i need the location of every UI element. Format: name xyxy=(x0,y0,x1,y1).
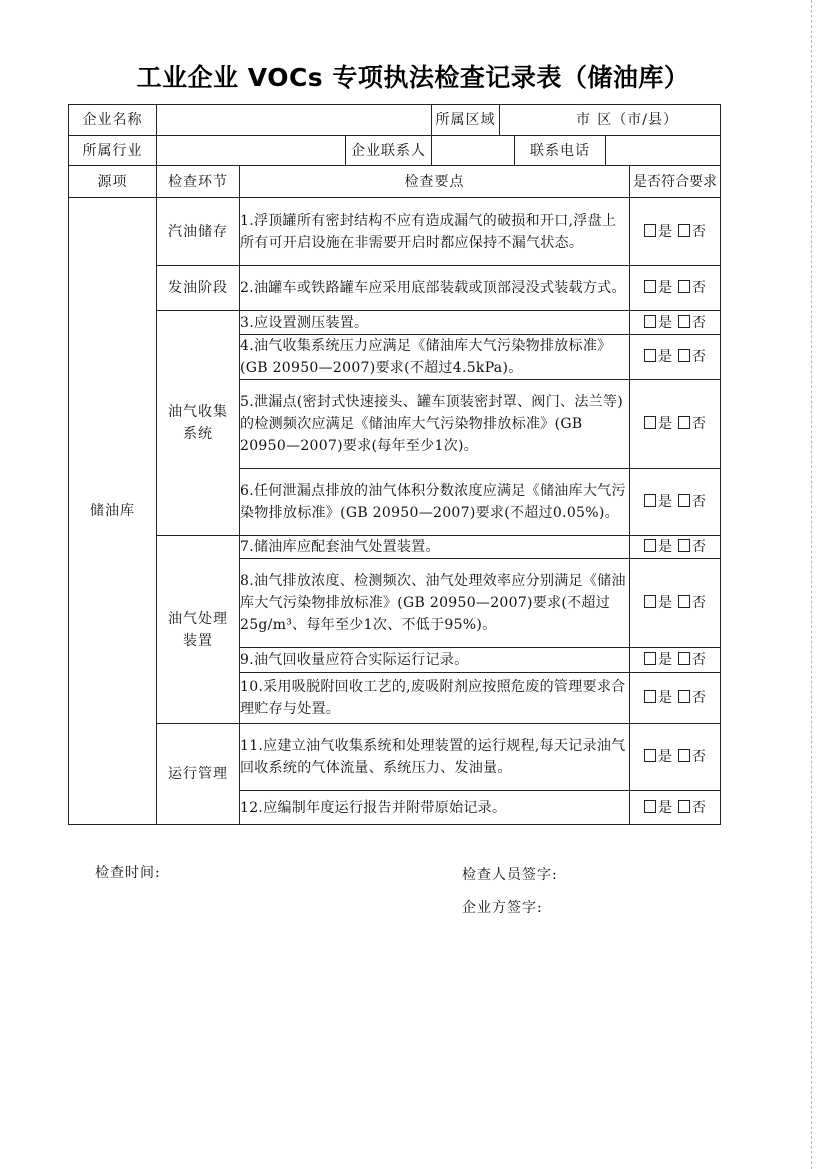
phone-field[interactable] xyxy=(606,136,721,166)
scan-edge-divider xyxy=(811,0,812,1169)
requirement-text: 9.油气回收量应符合实际运行记录。 xyxy=(240,648,630,673)
requirement-text: 4.油气收集系统压力应满足《储油库大气污染物排放标准》(GB 20950—2007)要求(不超过4.5kPa)。 xyxy=(240,335,630,380)
no-option[interactable]: 否 xyxy=(678,312,706,334)
stage-operation: 运行管理 xyxy=(157,724,240,825)
stage-vapor-collection: 油气收集系统 xyxy=(157,311,240,536)
yes-option[interactable]: 是 xyxy=(644,649,672,671)
checkbox-icon[interactable] xyxy=(644,690,656,703)
form-title: 工业企业 VOCs 专项执法检查记录表（储油库） xyxy=(136,63,690,92)
checkbox-icon[interactable] xyxy=(644,800,656,813)
table-row xyxy=(69,311,721,335)
yes-option[interactable]: 是 xyxy=(644,797,672,819)
industry-field[interactable] xyxy=(157,136,346,166)
region-label: 所属区域 xyxy=(432,105,500,136)
table-row xyxy=(69,198,721,266)
col-compliance: 是否符合要求 xyxy=(630,166,721,198)
requirement-text: 2.油罐车或铁路罐车应采用底部装载或顶部浸没式装载方式。 xyxy=(240,266,630,311)
checkbox-icon[interactable] xyxy=(678,749,690,762)
stage-vapor-treatment: 油气处理装置 xyxy=(157,536,240,724)
no-option[interactable]: 否 xyxy=(678,797,706,819)
checkbox-icon[interactable] xyxy=(644,280,656,293)
compliance-check xyxy=(630,469,721,536)
col-stage: 检查环节 xyxy=(157,166,240,198)
header-row-industry xyxy=(69,136,721,166)
company-name-field[interactable] xyxy=(157,105,432,136)
checkbox-icon[interactable] xyxy=(678,652,690,665)
no-option[interactable]: 否 xyxy=(678,277,706,299)
industry-label: 所属行业 xyxy=(69,136,157,166)
yes-option[interactable]: 是 xyxy=(644,413,672,435)
compliance-check xyxy=(630,311,721,335)
yes-option[interactable]: 是 xyxy=(644,491,672,513)
no-option[interactable]: 否 xyxy=(678,346,706,368)
company-name-label: 企业名称 xyxy=(69,105,157,136)
no-option[interactable]: 否 xyxy=(678,221,706,243)
checkbox-icon[interactable] xyxy=(644,224,656,237)
checkbox-icon[interactable] xyxy=(644,749,656,762)
checkbox-icon[interactable] xyxy=(644,349,656,362)
table-row xyxy=(69,724,721,791)
checkbox-icon[interactable] xyxy=(644,595,656,608)
compliance-check xyxy=(630,198,721,266)
checkbox-icon[interactable] xyxy=(678,690,690,703)
yes-option[interactable]: 是 xyxy=(644,221,672,243)
inspector-signature-label: 检查人员签字: xyxy=(462,867,558,883)
inspect-time-label: 检查时间: xyxy=(95,865,161,881)
checkbox-icon[interactable] xyxy=(644,652,656,665)
requirement-text: 11.应建立油气收集系统和处理装置的运行规程,每天记录油气回收系统的气体流量、系统压力、发油量。 xyxy=(240,724,630,791)
no-option[interactable]: 否 xyxy=(678,687,706,709)
compliance-check xyxy=(630,335,721,380)
yes-option[interactable]: 是 xyxy=(644,312,672,334)
yes-option[interactable]: 是 xyxy=(644,687,672,709)
requirement-text: 8.油气排放浓度、检测频次、油气处理效率应分别满足《储油库大气污染物排放标准》(GB 20950—2007)要求(不超过25g/m³、每年至少1次、不低于95%)。 xyxy=(240,559,630,648)
checkbox-icon[interactable] xyxy=(644,315,656,328)
region-district-label: 区（市/县） xyxy=(597,112,678,128)
checkbox-icon[interactable] xyxy=(678,224,690,237)
compliance-check xyxy=(630,724,721,791)
checkbox-icon[interactable] xyxy=(678,349,690,362)
yes-option[interactable]: 是 xyxy=(644,746,672,768)
no-option[interactable]: 否 xyxy=(678,536,706,558)
phone-label: 联系电话 xyxy=(515,136,606,166)
contact-field[interactable] xyxy=(432,136,515,166)
checkbox-icon[interactable] xyxy=(644,539,656,552)
requirement-text: 6.任何泄漏点排放的油气体积分数浓度应满足《储油库大气污染物排放标准》(GB 20950—2007)要求(不超过0.05%)。 xyxy=(240,469,630,536)
col-requirement: 检查要点 xyxy=(240,166,630,198)
column-header-row xyxy=(69,166,721,198)
checkbox-icon[interactable] xyxy=(678,315,690,328)
requirement-text: 5.泄漏点(密封式快速接头、罐车顶装密封罩、阀门、法兰等)的检测频次应满足《储油库大气污染物排放标准》(GB 20950—2007)要求(每年至少1次)。 xyxy=(240,380,630,469)
checkbox-icon[interactable] xyxy=(678,494,690,507)
checkbox-icon[interactable] xyxy=(678,539,690,552)
checkbox-icon[interactable] xyxy=(644,416,656,429)
table-row xyxy=(69,266,721,311)
requirement-text: 10.采用吸脱附回收工艺的,废吸附剂应按照危废的管理要求合理贮存与处置。 xyxy=(240,673,630,724)
yes-option[interactable]: 是 xyxy=(644,346,672,368)
header-row-company xyxy=(69,105,721,136)
no-option[interactable]: 否 xyxy=(678,649,706,671)
stage-oil-dispatch: 发油阶段 xyxy=(157,266,240,311)
checkbox-icon[interactable] xyxy=(644,494,656,507)
requirement-text: 3.应设置测压装置。 xyxy=(240,311,630,335)
checkbox-icon[interactable] xyxy=(678,800,690,813)
contact-label: 企业联系人 xyxy=(346,136,432,166)
checkbox-icon[interactable] xyxy=(678,416,690,429)
compliance-check xyxy=(630,266,721,311)
compliance-check xyxy=(630,648,721,673)
yes-option[interactable]: 是 xyxy=(644,592,672,614)
source-cell: 储油库 xyxy=(69,198,157,825)
compliance-check xyxy=(630,559,721,648)
yes-option[interactable]: 是 xyxy=(644,536,672,558)
yes-option[interactable]: 是 xyxy=(644,277,672,299)
inspection-table xyxy=(68,104,721,825)
compliance-check xyxy=(630,380,721,469)
region-field[interactable] xyxy=(500,105,721,136)
no-option[interactable]: 否 xyxy=(678,491,706,513)
requirement-text: 1.浮顶罐所有密封结构不应有造成漏气的破损和开口,浮盘上所有可开启设施在非需要开启时都应保持不漏气状态。 xyxy=(240,198,630,266)
requirement-text: 12.应编制年度运行报告并附带原始记录。 xyxy=(240,791,630,825)
no-option[interactable]: 否 xyxy=(678,746,706,768)
compliance-check xyxy=(630,536,721,559)
checkbox-icon[interactable] xyxy=(678,280,690,293)
compliance-check xyxy=(630,673,721,724)
stage-gas-storage: 汽油储存 xyxy=(157,198,240,266)
requirement-text: 7.储油库应配套油气处置装置。 xyxy=(240,536,630,559)
checkbox-icon[interactable] xyxy=(678,595,690,608)
company-signature-label: 企业方签字: xyxy=(462,900,543,916)
no-option[interactable]: 否 xyxy=(678,413,706,435)
col-source: 源项 xyxy=(69,166,157,198)
no-option[interactable]: 否 xyxy=(678,592,706,614)
region-city-label: 市 xyxy=(576,112,590,128)
table-row xyxy=(69,536,721,559)
compliance-check xyxy=(630,791,721,825)
